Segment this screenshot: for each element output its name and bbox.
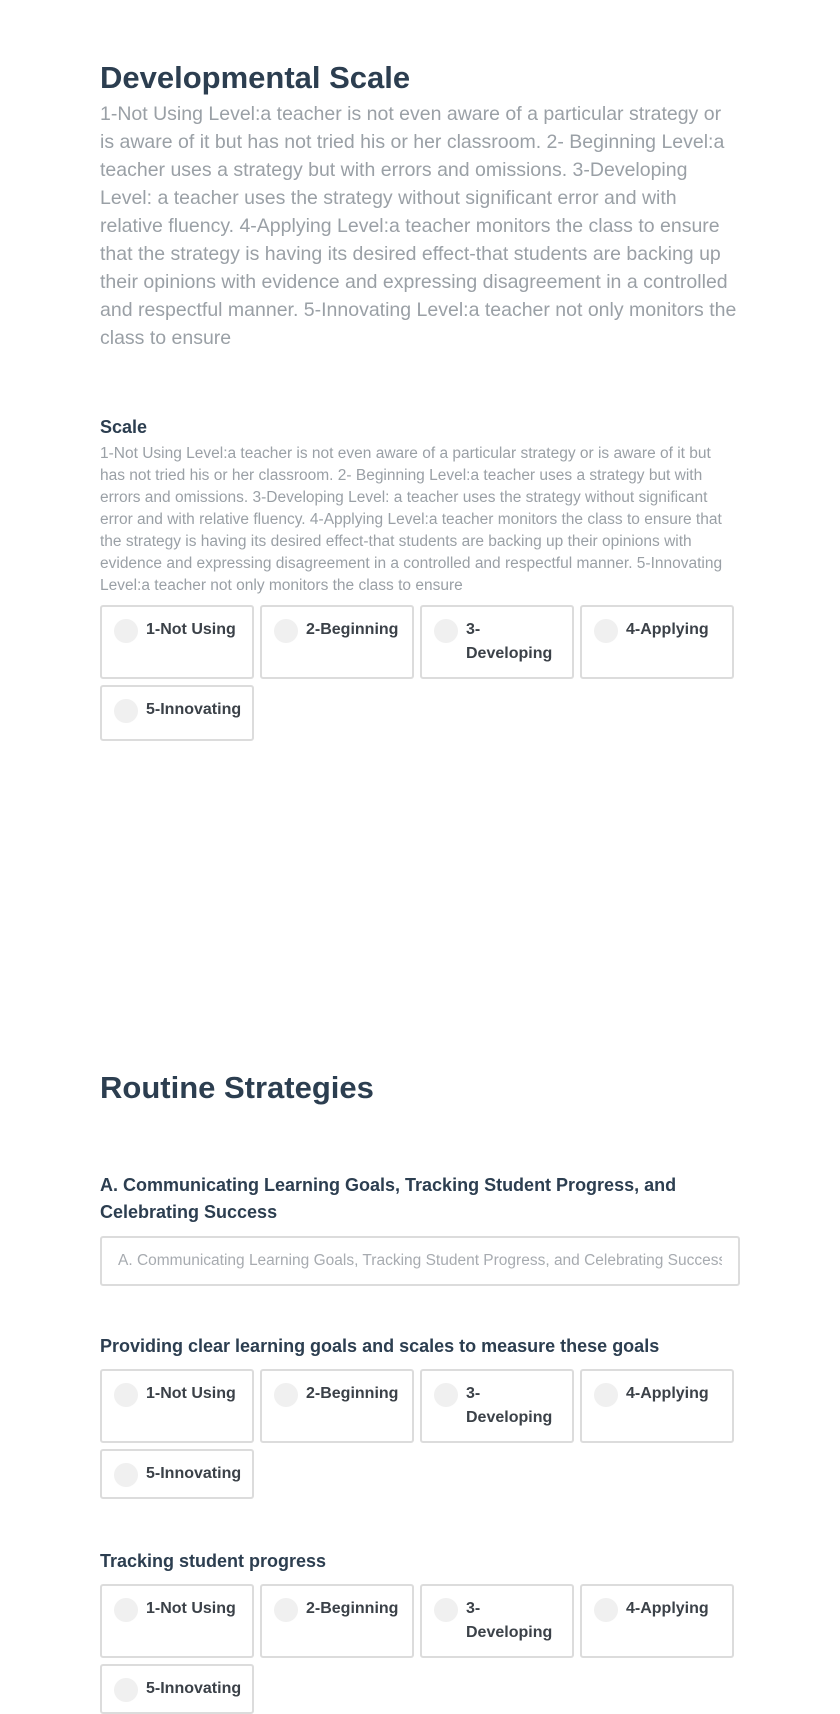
radio-circle-icon [114,1463,138,1487]
radio-group-scale [100,605,750,740]
radio-option-innovating[interactable] [100,1449,254,1499]
radio-option-not-using[interactable] [100,1369,254,1443]
radio-circle-icon [594,1598,618,1622]
section-title-routine-strategies: Routine Strategies [100,1070,374,1105]
option-label: 5-Innovating [146,1680,242,1697]
radio-circle-icon [114,619,138,643]
radio-circle-icon [114,1383,138,1407]
question-title-tracking-progress: Tracking student progress [100,1551,327,1571]
radio-option-not-using[interactable] [100,605,254,679]
radio-circle-icon [274,619,298,643]
radio-circle-icon [434,619,458,643]
option-label: 3-Developing [466,1600,553,1641]
radio-option-applying[interactable] [580,1369,734,1443]
radio-option-developing[interactable] [420,1369,574,1443]
radio-circle-icon [114,1598,138,1622]
radio-option-beginning[interactable] [260,1369,414,1443]
radio-option-not-using[interactable] [100,1584,254,1658]
question-title-a: A. Communicating Learning Goals, Tracking Student Progress, and Celebrating Success [100,1175,677,1222]
option-label: 5-Innovating [146,701,242,718]
option-label: 2-Beginning [306,1385,399,1402]
radio-circle-icon [434,1598,458,1622]
option-label: 2-Beginning [306,621,399,638]
radio-option-innovating[interactable] [100,1664,254,1714]
option-label: 3-Developing [466,1385,553,1426]
radio-option-beginning[interactable] [260,1584,414,1658]
radio-circle-icon [274,1383,298,1407]
option-label: 1-Not Using [146,1600,236,1617]
radio-circle-icon [434,1383,458,1407]
radio-option-beginning[interactable] [260,605,414,679]
option-label: 4-Applying [626,621,709,638]
radio-group-tracking-progress [100,1584,750,1697]
section-title: Developmental Scale [100,60,411,95]
radio-circle-icon [594,619,618,643]
option-label: 3-Developing [466,621,553,662]
radio-circle-icon [114,699,138,723]
question-a-input[interactable] [100,1236,740,1286]
radio-option-innovating[interactable] [100,685,254,741]
question-title-learning-goals: Providing clear learning goals and scales to measure these goals [100,1336,660,1356]
option-label: 1-Not Using [146,621,236,638]
radio-circle-icon [274,1598,298,1622]
option-label: 2-Beginning [306,1600,399,1617]
option-label: 4-Applying [626,1600,709,1617]
radio-option-applying[interactable] [580,605,734,679]
question-description-scale: 1-Not Using Level:a teacher is not even aware of a particular strategy or is aware of it but has not tried his or her classroom. 2- Beginning Level:a teacher uses a strategy but with errors and omissions. 3-Developing Level: a teacher uses the strategy without significant error and with relative fluency. 4-Applying Level:a teacher monitors the class to ensure that the strategy is having its desired effect-that students are backing up their opinions with evidence and expressing disagreement in a controlled and respectful manner. 5-Innovating Level:a teacher not only monitors the class to ensure [100,445,723,594]
radio-circle-icon [594,1383,618,1407]
option-label: 1-Not Using [146,1385,236,1402]
option-label: 4-Applying [626,1385,709,1402]
radio-circle-icon [114,1678,138,1702]
radio-option-developing[interactable] [420,605,574,679]
option-label: 5-Innovating [146,1465,242,1482]
radio-option-developing[interactable] [420,1584,574,1658]
radio-group-learning-goals [100,1369,750,1504]
question-title-scale: Scale [100,417,148,437]
radio-option-applying[interactable] [580,1584,734,1658]
section-description: 1-Not Using Level:a teacher is not even aware of a particular strategy or is aware of it but has not tried his or her classroom. 2- Beginning Level:a teacher uses a strategy but with errors and omissions. 3-Developing Level: a teacher uses the strategy without significant error and with relative fluency. 4-Applying Level:a teacher monitors the class to ensure that the strategy is having its desired effect-that students are backing up their opinions with evidence and expressing disagreement in a controlled and respectful manner. 5-Innovating Level:a teacher not only monitors the class to ensure [100,103,737,349]
